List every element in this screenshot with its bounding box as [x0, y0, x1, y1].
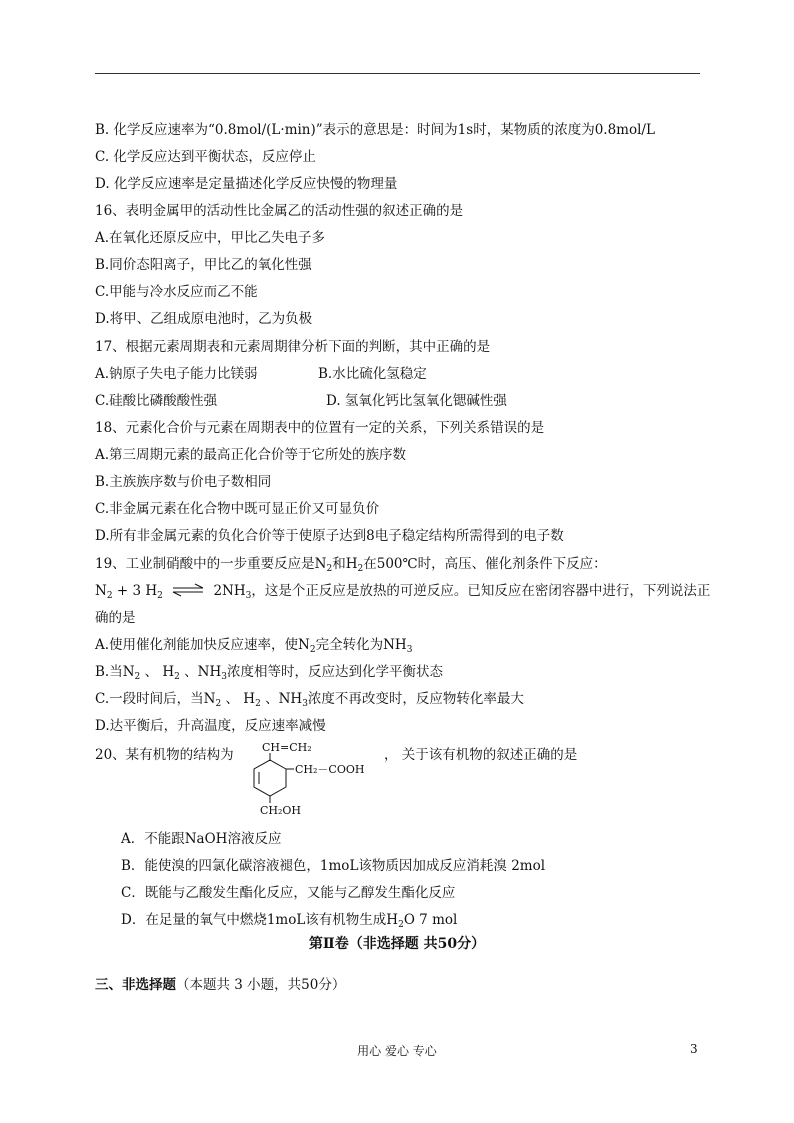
option-15c: C. 化学反应达到平衡状态，反应停止: [95, 149, 316, 165]
reversible-arrow-icon: [171, 583, 205, 597]
section-title: 第Ⅱ卷（非选择题 共50分）: [308, 936, 486, 952]
option-17b: B.水比硫化氢稳定: [318, 366, 427, 382]
molecule-side-group: CH₂－COOH: [295, 763, 365, 776]
header-rule: [95, 73, 700, 74]
option-18a: A.第三周期元素的最高正化合价等于它所处的族序数: [95, 447, 407, 463]
question-18: 18、元素化合价与元素在周期表中的位置有一定的关系，下列关系错误的是: [95, 420, 545, 436]
option-17a: A.钠原子失电子能力比镁弱: [95, 366, 258, 382]
option-19d: D.达平衡后，升高温度，反应速率减慢: [95, 718, 326, 734]
option-20c: C．既能与乙酸发生酯化反应，又能与乙醇发生酯化反应: [121, 885, 456, 901]
option-17d: D. 氢氧化钙比氢氧化锶碱性强: [326, 393, 507, 409]
option-18d: D.所有非金属元素的负化合价等于使原子达到8电子稳定结构所需得到的电子数: [95, 528, 564, 544]
option-20d: D．在足量的氧气中燃烧1moL该有机物生成$H_2O$ 7 mol: [121, 912, 458, 930]
option-19a: A.使用催化剂能加快反应速率，使$N_2$完全转化为$NH_3$: [95, 637, 413, 655]
option-15d: D. 化学反应速率是定量描述化学反应快慢的物理量: [95, 176, 398, 192]
section-3-heading: 三、非选择题（本题共 3 小题，共50分）: [95, 977, 346, 993]
option-20b: B．能使溴的四氯化碳溶液褪色，1moL该物质因加成反应消耗溴 2mol: [121, 858, 546, 874]
question-19: 19、工业制硝酸中的一步重要反应是$N_2$和$H_2$在500℃时，高压、催化剂条件下反应：: [95, 556, 607, 574]
molecule-structure: [240, 740, 380, 820]
option-16d: D.将甲、乙组成原电池时，乙为负极: [95, 311, 313, 327]
question-17: 17、根据元素周期表和元素周期律分析下面的判断，其中正确的是: [95, 339, 491, 355]
question-19-equation: $N_2 + 3$ $H_2$ $2NH_3$，这是个正反应是放热的可逆反应。已知反应在密闭容器中进行，下列说法正: [95, 583, 711, 601]
page-number: 3: [690, 1042, 698, 1056]
question-20-text: ， 关于该有机物的叙述正确的是: [384, 747, 578, 763]
option-20a: A．不能跟NaOH溶液反应: [121, 831, 282, 847]
option-18b: B.主族族序数与价电子数相同: [95, 474, 272, 490]
option-19b: B.当$N_2$ 、 $H_2$ 、$NH_3$浓度相等时，反应达到化学平衡状态: [95, 664, 443, 682]
molecule-bottom-group: CH₂OH: [260, 804, 302, 817]
option-18c: C.非金属元素在化合物中既可显正价又可显负价: [95, 501, 380, 517]
option-19c: C.一段时间后，当$N_2$ 、 $H_2$ 、$NH_3$浓度不再改变时，反应物转化率最大: [95, 691, 524, 709]
molecule-top-group: CH=CH₂: [262, 741, 312, 754]
footer-slogan: 用心 爱心 专心: [357, 1044, 437, 1058]
question-19-continued: 确的是: [95, 610, 136, 626]
option-16c: C.甲能与冷水反应而乙不能: [95, 284, 258, 300]
question-16: 16、表明金属甲的活动性比金属乙的活动性强的叙述正确的是: [95, 203, 464, 219]
option-16a: A.在氧化还原反应中，甲比乙失电子多: [95, 230, 326, 246]
question-20-intro: 20、某有机物的结构为: [95, 747, 234, 763]
option-15b: B. 化学反应速率为“0.8mol/(L·min)”表示的意思是：时间为1s时，某物质的浓度为0.8mol/L: [95, 122, 655, 138]
option-17c: C.硅酸比磷酸酸性强: [95, 393, 218, 409]
option-16b: B.同价态阳离子，甲比乙的氧化性强: [95, 257, 312, 273]
